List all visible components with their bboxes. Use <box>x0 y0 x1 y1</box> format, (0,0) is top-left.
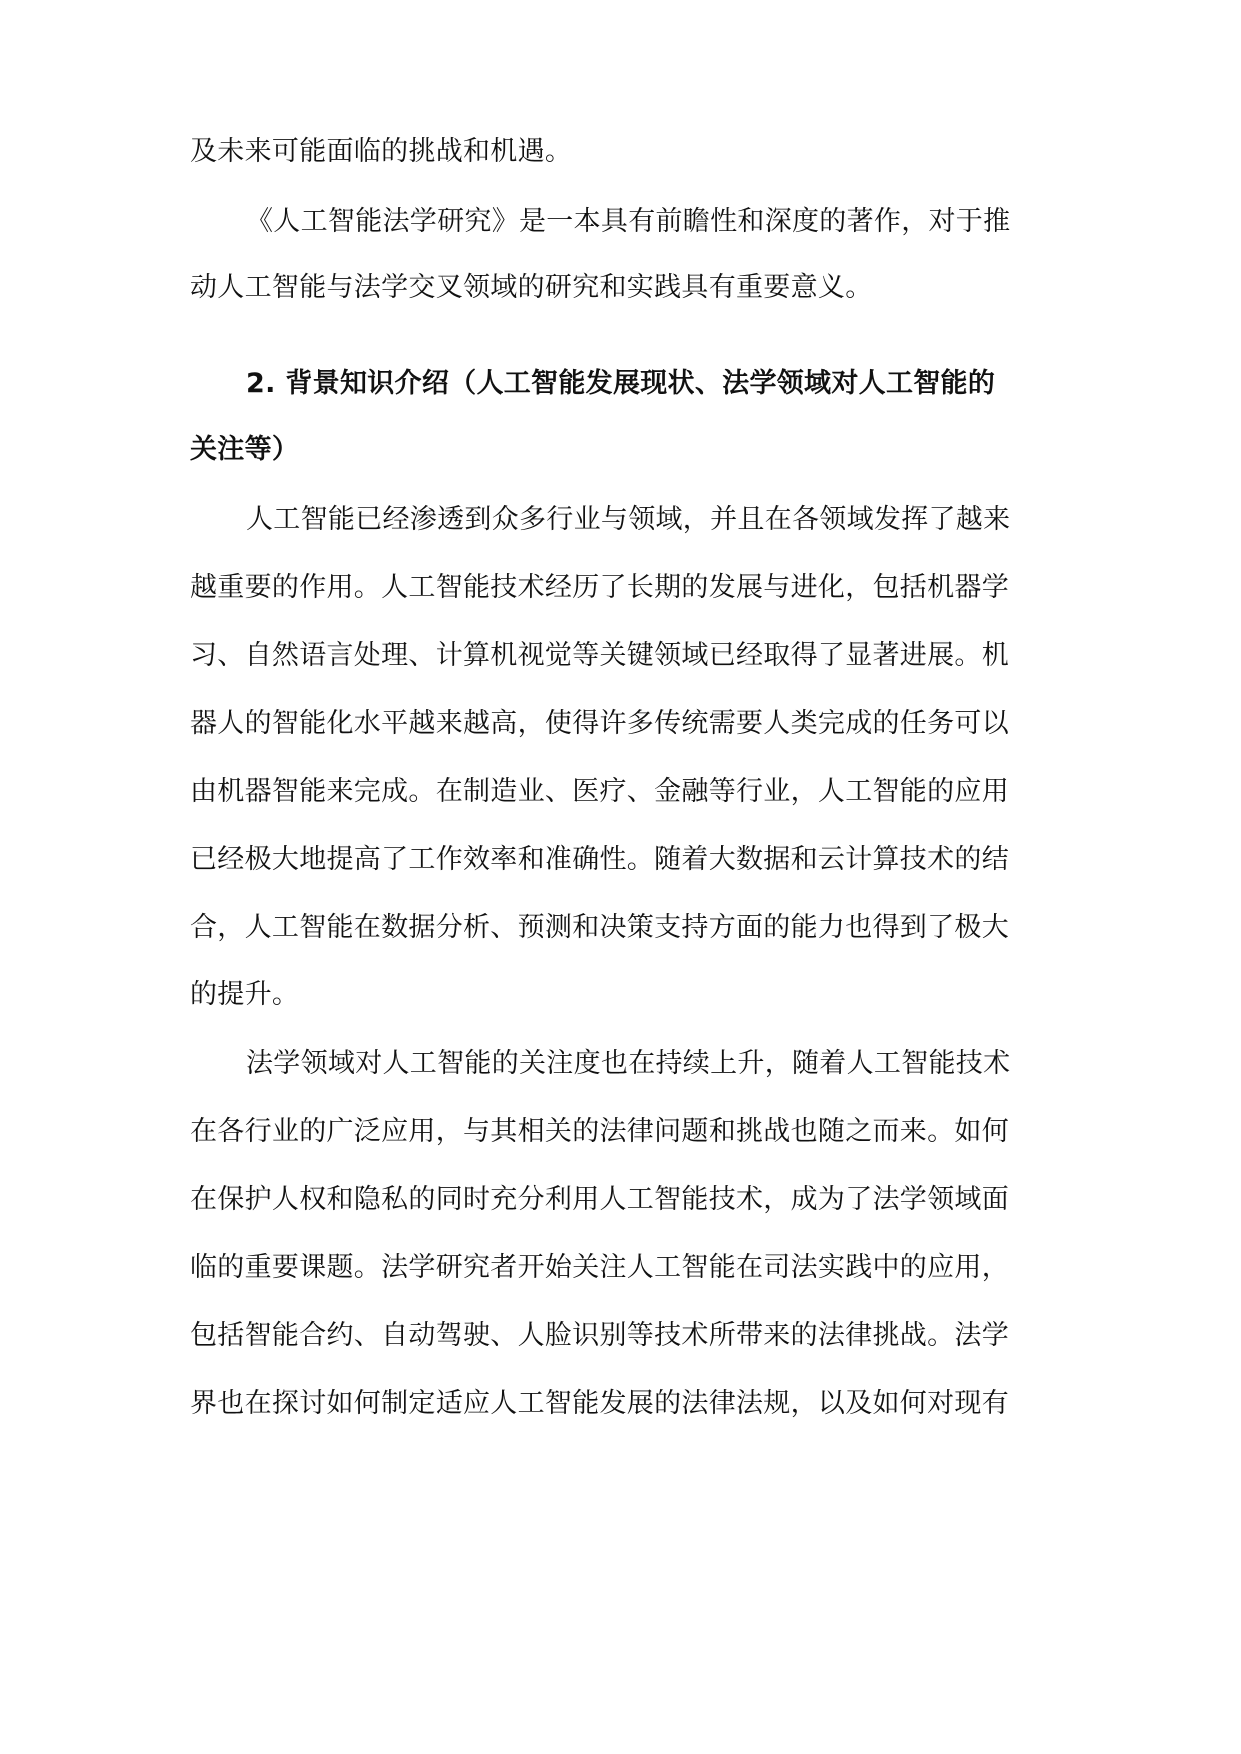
paragraph-line: 器人的智能化水平越来越高，使得许多传统需要人类完成的任务可以 <box>190 708 1009 739</box>
paragraph-line: 包括智能合约、自动驾驶、人脸识别等技术所带来的法律挑战。法学 <box>190 1320 1009 1351</box>
paragraph-line: 在保护人权和隐私的同时充分利用人工智能技术，成为了法学领域面 <box>190 1184 1009 1215</box>
paragraph-line: 已经极大地提高了工作效率和准确性。随着大数据和云计算技术的结 <box>190 844 1009 875</box>
paragraph-line: 在各行业的广泛应用，与其相关的法律问题和挑战也随之而来。如何 <box>190 1116 1009 1147</box>
section-heading: 2. 背景知识介绍（人工智能发展现状、法学领域对人工智能的 <box>246 368 996 399</box>
paragraph-line: 及未来可能面临的挑战和机遇。 <box>190 136 573 167</box>
paragraph-line: 习、自然语言处理、计算机视觉等关键领域已经取得了显著进展。机 <box>190 640 1009 671</box>
section-heading-continuation: 关注等） <box>190 434 300 465</box>
paragraph-line: 界也在探讨如何制定适应人工智能发展的法律法规，以及如何对现有 <box>190 1388 1009 1419</box>
paragraph-line: 合，人工智能在数据分析、预测和决策支持方面的能力也得到了极大 <box>190 912 1009 943</box>
paragraph-line: 的提升。 <box>190 979 300 1010</box>
paragraph-line: 《人工智能法学研究》是一本具有前瞻性和深度的著作，对于推 <box>246 206 1011 237</box>
paragraph-line: 动人工智能与法学交叉领域的研究和实践具有重要意义。 <box>190 272 873 303</box>
paragraph-line: 由机器智能来完成。在制造业、医疗、金融等行业，人工智能的应用 <box>190 776 1009 807</box>
paragraph-line: 人工智能已经渗透到众多行业与领域，并且在各领域发挥了越来 <box>246 504 1011 535</box>
paragraph-line: 临的重要课题。法学研究者开始关注人工智能在司法实践中的应用， <box>190 1252 1009 1283</box>
paragraph-line: 越重要的作用。人工智能技术经历了长期的发展与进化，包括机器学 <box>190 572 1009 603</box>
paragraph-line: 法学领域对人工智能的关注度也在持续上升，随着人工智能技术 <box>246 1048 1011 1079</box>
